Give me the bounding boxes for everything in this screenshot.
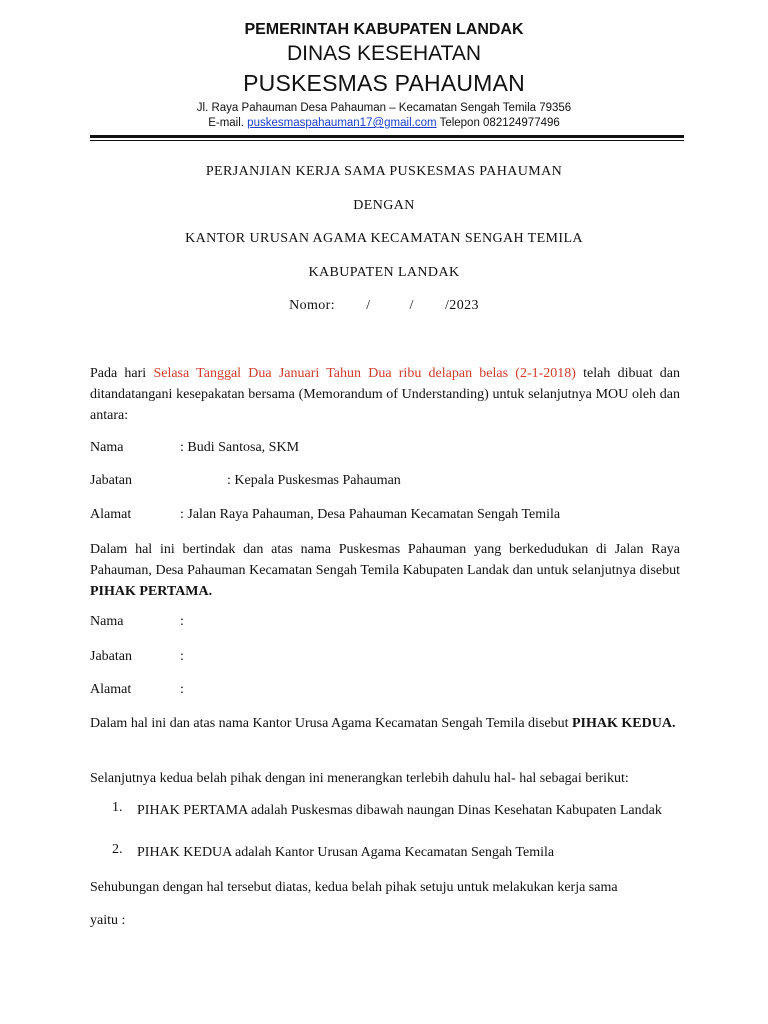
closing-line-2: yaitu : — [90, 913, 126, 928]
party1-designation: PIHAK PERTAMA. — [90, 584, 213, 599]
party1-name-label: Nama — [90, 440, 124, 455]
party2-designation: PIHAK KEDUA. — [572, 716, 676, 731]
point-1-text: PIHAK PERTAMA adalah Puskesmas dibawah naungan Dinas Kesehatan Kabupaten Landak — [137, 803, 662, 818]
party2-position-value: : — [180, 649, 184, 664]
title-line-1: PERJANJIAN KERJA SAMA PUSKESMAS PAHAUMAN — [205, 164, 563, 179]
letterhead-agency: DINAS KESEHATAN — [286, 42, 482, 65]
party1-address-label: Alamat — [90, 507, 132, 522]
party1-statement — [90, 539, 680, 602]
party1-position-value: : Kepala Puskesmas Pahauman — [227, 473, 401, 488]
party1-name-value: : Budi Santosa, SKM — [180, 440, 300, 455]
letterhead-divider-thin — [90, 140, 684, 141]
opening-prefix: Pada hari — [90, 366, 147, 381]
letterhead-contact — [0, 117, 768, 129]
email-label: E-mail. — [208, 117, 244, 129]
party1-statement-text: Dalam hal ini bertindak dan atas nama Puskesmas Pahauman yang berkedudukan di Jalan Raya Pahauman, Desa Pahauman Kecamatan Sengah Temila Kabupaten Landak dan untuk selanjutnya disebut — [90, 542, 680, 578]
point-1-number: 1. — [112, 800, 123, 815]
closing-line-1: Sehubungan dengan hal tersebut diatas, kedua belah pihak setuju untuk melakukan kerja sama — [90, 880, 618, 895]
opening-suffix: telah dibuat dan ditandatangani kesepakatan bersama (Memorandum of Understanding) untuk selanjutnya MOU oleh dan antara: — [90, 366, 681, 423]
agreement-date: Selasa Tanggal Dua Januari Tahun Dua ribu delapan belas (2-1-2018) — [153, 366, 576, 381]
letterhead-institution: PUSKESMAS PAHAUMAN — [243, 70, 525, 96]
party2-position-label: Jabatan — [90, 649, 132, 664]
letterhead-divider-thick — [90, 135, 684, 138]
party2-statement-text: Dalam hal ini dan atas nama Kantor Urusa Agama Kecamatan Sengah Temila disebut — [90, 716, 569, 731]
explanation-intro: Selanjutnya kedua belah pihak dengan ini menerangkan terlebih dahulu hal- hal sebagai berikut: — [90, 771, 629, 786]
title-line-3: KANTOR URUSAN AGAMA KECAMATAN SENGAH TEMILA — [185, 231, 583, 246]
title-line-4: KABUPATEN LANDAK — [308, 265, 460, 280]
opening-paragraph — [90, 363, 680, 426]
letterhead-government: PEMERINTAH KABUPATEN LANDAK — [244, 21, 524, 38]
phone-text: Telepon 082124977496 — [439, 117, 560, 129]
party2-name-value: : — [180, 614, 184, 629]
email-link[interactable]: puskesmaspahauman17@gmail.com — [247, 117, 437, 129]
document-number: Nomor: / / /2023 — [289, 298, 479, 313]
party2-address-value: : — [180, 682, 184, 697]
party2-address-label: Alamat — [90, 682, 132, 697]
party1-position-label: Jabatan — [90, 473, 132, 488]
party2-name-label: Nama — [90, 614, 124, 629]
party2-statement — [90, 713, 680, 734]
party1-address-value: : Jalan Raya Pahauman, Desa Pahauman Kecamatan Sengah Temila — [180, 507, 561, 522]
letterhead-address: Jl. Raya Pahauman Desa Pahauman – Kecamatan Sengah Temila 79356 — [196, 102, 572, 114]
point-2-text: PIHAK KEDUA adalah Kantor Urusan Agama Kecamatan Sengah Temila — [137, 845, 555, 860]
title-line-2: DENGAN — [353, 198, 415, 213]
point-2-number: 2. — [112, 842, 123, 857]
